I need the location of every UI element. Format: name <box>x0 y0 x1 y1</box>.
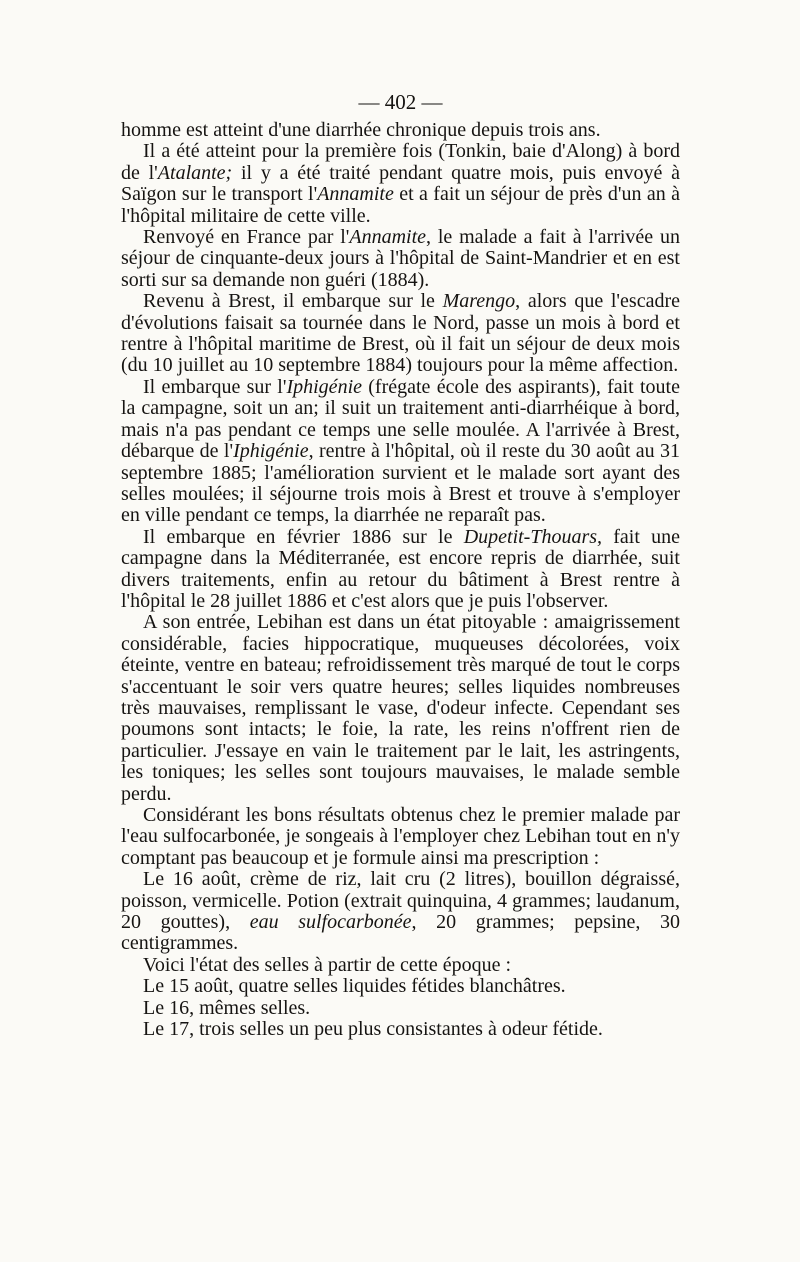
paragraph <box>121 377 680 527</box>
italic-text: Annamite <box>349 226 427 249</box>
text-segment: Le 16 août, crème de riz, lait cru (2 litres), bouillon dégraissé, poisson, vermicelle. Potion (extrait quinquina, 4 grammes; laudanum, 20 gouttes), <box>121 868 680 934</box>
text-segment: fait une campagne dans la Méditerranée, est encore repris de diarrhée, suit divers traitements, enfin au retour du bâtiment à Brest rentre à l'hôpital le 28 juillet 1886 et c'est alors que je puis l'observer. <box>121 525 681 612</box>
text-segment: , 20 grammes; pepsine, 30 centigrammes. <box>121 911 681 955</box>
text-segment: Voici l'état des selles à partir de cette époque : <box>143 953 512 976</box>
paragraph <box>121 527 680 613</box>
text-segment: Il a été atteint pour la première fois (Tonkin, baie d'Along) à bord de l' <box>121 140 680 184</box>
text-segment: Il embarque sur l' <box>143 375 287 398</box>
text-segment: Renvoyé en France par l' <box>143 226 350 249</box>
text-segment: Le 15 août, quatre selles liquides fétides blanchâtres. <box>143 975 566 998</box>
paragraph <box>121 291 680 377</box>
italic-text: Iphigénie <box>233 440 309 463</box>
paragraph <box>121 805 680 869</box>
text-segment: et a fait un séjour de près d'un an à l'hôpital militaire de cette ville. <box>121 183 680 227</box>
text-segment: , alors que l'escadre d'évolutions faisait sa tournée dans le Nord, passe un mois à bord et rentre à l'hôpital maritime de Brest, où il fait un séjour de deux mois (du 10 juillet au 10 septembre 1884) toujours pour la même affection. <box>121 290 680 377</box>
italic-text: Atalante; <box>157 161 233 184</box>
paragraph <box>121 955 680 976</box>
italic-text: Marengo <box>442 290 516 313</box>
text-segment: homme est atteint d'une diarrhée chronique depuis trois ans. <box>121 119 601 141</box>
body-text <box>121 120 680 1040</box>
page-number: — 402 — <box>358 90 443 114</box>
text-segment: A son entrée, Lebihan est dans un état pitoyable : amaigrissement considérable, facies hippocratique, muqueuses décolorées, voix éteinte, ventre en bateau; refroidissement très marqué de tout le corps s'accentuant le soir vers quatre heures; selles liquides nombreuses très mauvaises, remplissant le vase, d'odeur infecte. Cependant ses poumons sont intacts; le foie, la rate, les reins n'offrent rien de particulier. J'essaye en vain le traitement par le lait, les astringents, les toniques; les selles sont toujours mauvaises, le malade semble perdu. <box>121 611 680 805</box>
paragraph <box>121 976 680 997</box>
italic-text: Dupetit-Thouars, <box>463 525 603 548</box>
paragraph <box>121 869 680 955</box>
paragraph <box>121 998 680 1019</box>
text-segment: Le 16, mêmes selles. <box>143 996 311 1019</box>
text-segment: (frégate école des aspirants), fait toute la campagne, soit un an; il suit un traitement anti-diarrhéique à bord, mais n'a pas pendant ce temps une selle moulée. A l'arrivée à Brest, débarque de l' <box>121 375 680 463</box>
paragraph <box>121 612 680 805</box>
text-segment: Considérant les bons résultats obtenus chez le premier malade par l'eau sulfocarbonée, je songeais à l'employer chez Lebihan tout en n'y comptant pas beaucoup et je formule ainsi ma prescription : <box>121 804 680 869</box>
text-segment: Il embarque en février 1886 sur le <box>143 525 464 548</box>
italic-text: eau sulfocarbonée <box>249 911 412 934</box>
text-segment: , le malade a fait à l'arrivée un séjour de cinquante-deux jours à l'hôpital de Saint-Mandrier et en est sorti sur sa demande non guéri (1884). <box>121 226 680 291</box>
text-segment: Revenu à Brest, il embarque sur le <box>143 290 443 313</box>
italic-text: Iphigénie <box>286 375 362 398</box>
text-segment: , rentre à l'hôpital, où il reste du 30 août au 31 septembre 1885; l'amélioration survient et le malade sort ayant des selles moulées; il séjourne trois mois à Brest et trouve à s'employer en ville pendant ce temps, la diarrhée ne reparaît pas. <box>121 440 680 527</box>
paragraph <box>121 141 680 227</box>
paragraph <box>121 120 680 141</box>
paragraph <box>121 227 680 291</box>
text-segment: Le 17, trois selles un peu plus consistantes à odeur fétide. <box>143 1018 603 1041</box>
paragraph <box>121 1019 680 1040</box>
italic-text: Annamite <box>317 183 394 206</box>
text-segment: il y a été traité pendant quatre mois, puis envoyé à Saïgon sur le transport l' <box>121 161 680 206</box>
